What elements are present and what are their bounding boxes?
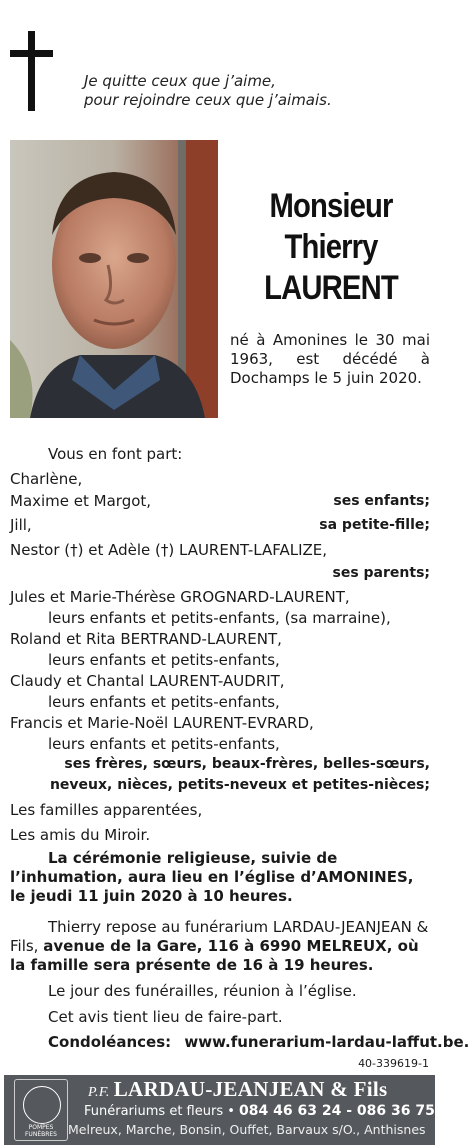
family-line-relation: sa petite-fille; [319, 517, 430, 533]
rest-plain: Thierry repose au funérarium LARDAU-JEANJEAN & Fils, [10, 918, 429, 955]
family-line [10, 713, 430, 734]
logo-text: POMPES FUNÈBRES [24, 1124, 57, 1138]
family-line-text: leurs enfants et petits-enfants, [48, 735, 280, 753]
family-line [10, 825, 430, 846]
meeting-text: Le jour des funérailles, réunion à l’église. [48, 982, 357, 1000]
family-line [10, 491, 430, 512]
condolences-link[interactable]: www.funerarium-lardau-laffut.be [184, 1033, 464, 1051]
portrait-photo [10, 140, 218, 418]
deceased-name [242, 186, 419, 309]
family-line-text: Maxime et Margot, [10, 492, 152, 510]
cross-icon [28, 31, 35, 111]
family-line-relation: ses frères, sœurs, beaux-frères, belles-sœurs, [64, 756, 430, 772]
name-first: Thierry [284, 228, 378, 266]
family-line-text: leurs enfants et petits-enfants, [48, 693, 280, 711]
notice-text: Cet avis tient lieu de faire-part. [48, 1008, 283, 1026]
name-title: Monsieur [269, 187, 393, 225]
quote-line-1: Je quitte ceux que j’aime, [84, 72, 276, 90]
condolences-label: Condoléances: [48, 1033, 172, 1051]
family-line [10, 629, 430, 650]
intro-text: Vous en font part: [48, 445, 183, 463]
family-line-text: Les familles apparentées, [10, 801, 203, 819]
company-prefix: P.F. [88, 1085, 110, 1100]
family-line [10, 540, 430, 561]
company-services [84, 1103, 459, 1119]
family-line-text: Charlène, [10, 470, 83, 488]
rest-info [10, 918, 430, 975]
phone-numbers: 084 46 63 24 - 086 36 75 82 [239, 1103, 460, 1119]
family-line-text: Les amis du Miroir. [10, 826, 151, 844]
epitaph-quote [84, 72, 332, 110]
family-line [10, 692, 468, 713]
family-line [10, 650, 468, 671]
family-line [10, 608, 468, 629]
condolences-end: . [463, 1033, 469, 1051]
family-line-text: leurs enfants et petits-enfants, (sa marraine), [48, 609, 391, 627]
rest-address: avenue de la Gare, 116 à 6990 MELREUX, où la famille sera présente de 16 à 19 heures. [10, 937, 419, 974]
condolences [10, 1032, 468, 1053]
family-line [10, 515, 430, 536]
family-line-text: Jill, [10, 516, 32, 534]
company-title: LARDAU-JEANJEAN & Fils [113, 1077, 388, 1101]
quote-line-2: pour rejoindre ceux que j’aimais. [84, 91, 332, 109]
birth-death-text: né à Amonines le 30 mai 1963, est décédé à Dochamps le 5 juin 2020. [230, 331, 430, 387]
family-line-text: Roland et Rita BERTRAND-LAURENT, [10, 630, 282, 648]
family-line-text: Jules et Marie-Thérèse GROGNARD-LAURENT, [10, 588, 350, 606]
family-line-relation: neveux, nièces, petits-neveux et petites-nièces; [49, 777, 430, 793]
family-line [10, 734, 468, 755]
family-line-text: Claudy et Chantal LAURENT-AUDRIT, [10, 672, 285, 690]
funeral-home-banner [4, 1075, 460, 1145]
ceremony-text: La cérémonie religieuse, suivie de l’inhumation, aura lieu en l’église d’AMONINES, le jeudi 11 juin 2020 à 10 heures. [10, 849, 414, 905]
family-line [10, 587, 430, 608]
family-line [10, 469, 430, 490]
funeral-home-logo [14, 1079, 68, 1141]
company-locations: Melreux, Marche, Bonsin, Ouffet, Barvaux s/O., Anthisnes [68, 1122, 426, 1137]
logo-emblem-icon [23, 1086, 61, 1124]
reference-number: 40-339619-1 [358, 1057, 429, 1070]
name-last: LAURENT [264, 269, 398, 307]
family-line-relation: ses parents; [332, 565, 430, 581]
family-line [10, 671, 430, 692]
cross-icon-bar [10, 50, 53, 57]
family-line-relation: ses enfants; [333, 493, 430, 509]
services-text: Funérariums et fleurs • [84, 1104, 235, 1119]
company-name [88, 1077, 387, 1102]
family-line-text: leurs enfants et petits-enfants, [48, 651, 280, 669]
family-line [10, 800, 430, 821]
family-line-text: Nestor (†) et Adèle (†) LAURENT-LAFALIZE, [10, 541, 328, 559]
family-line-text: Francis et Marie-Noël LAURENT-EVRARD, [10, 714, 314, 732]
